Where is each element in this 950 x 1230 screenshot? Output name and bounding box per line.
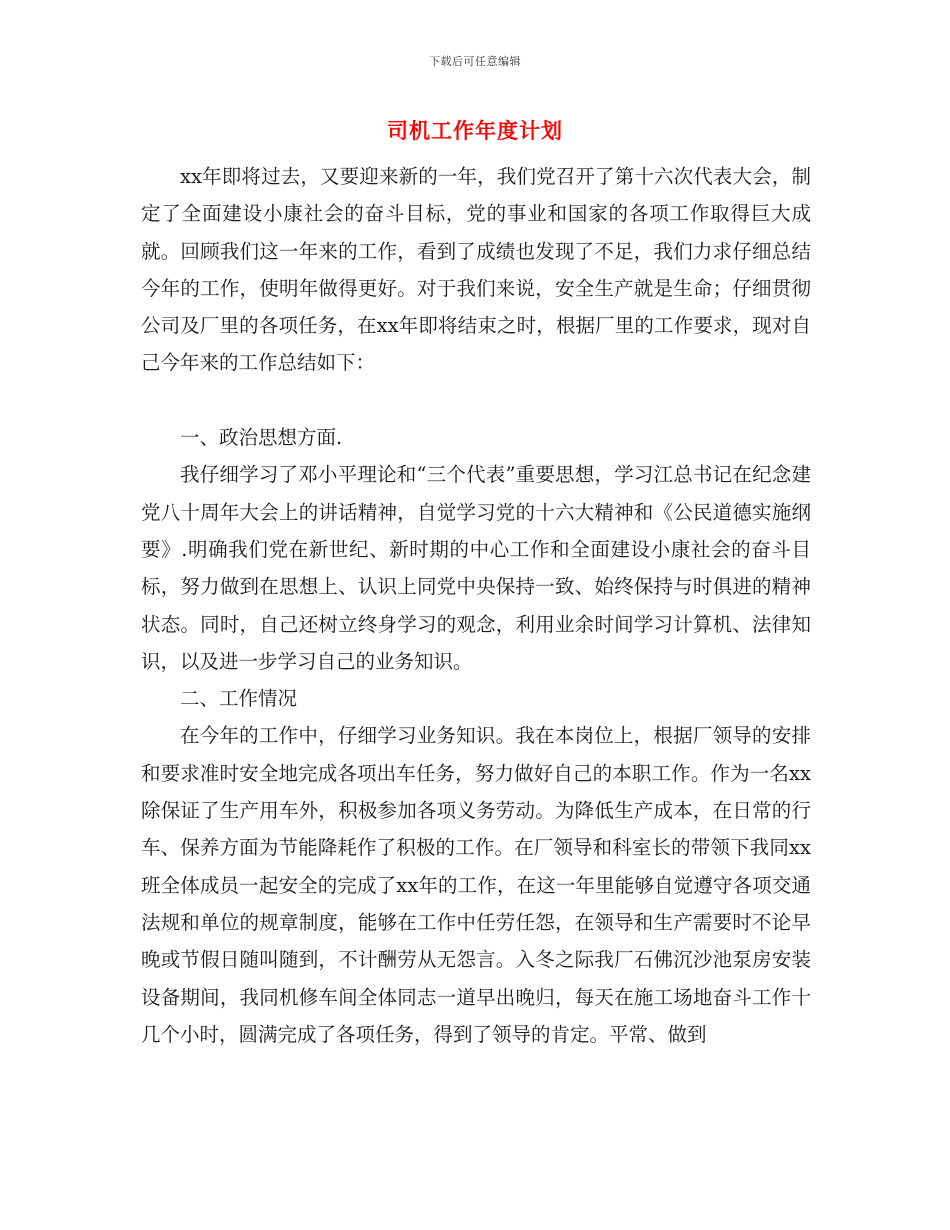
section-body-political: 我仔细学习了邓小平理论和“三个代表”重要思想，学习江总书记在纪念建党八十周年大会上的讲话精神，自觉学习党的十六大精神和《公民道德实施纲要》.明确我们党在新世纪、新时期的中心工作和全面建设小康社会的奋斗目标，努力做到在思想上、认识上同党中央保持一致、始终保持与时俱进的精神状态。同时，自己还树立终身学习的观念，利用业余时间学习计算机、法律知识，以及进一步学习自己的业务知识。	[141, 463, 811, 673]
intro-paragraph: xx年即将过去，又要迎来新的一年，我们党召开了第十六次代表大会，制定了全面建设小康社会的奋斗目标，党的事业和国家的各项工作取得巨大成就。回顾我们这一年来的工作，看到了成绩也发现了不足，我们力求仔细总结今年的工作，使明年做得更好。对于我们来说，安全生产就是生命；仔细贯彻公司及厂里的各项任务，在xx年即将结束之时，根据厂里的工作要求，现对自己今年来的工作总结如下：	[141, 165, 811, 375]
document-title: 司机工作年度计划	[387, 118, 563, 143]
section-heading-work: 二、工作情况	[180, 687, 298, 711]
header-note: 下载后可任意编辑	[429, 55, 521, 68]
section-body-work: 在今年的工作中，仔细学习业务知识。我在本岗位上，根据厂领导的安排和要求准时安全地完成各项出车任务，努力做好自己的本职工作。作为一名xx除保证了生产用车外，积极参加各项义务劳动。为降低生产成本，在日常的行车、保养方面为节能降耗作了积极的工作。在厂领导和科室长的带领下我同xx班全体成员一起安全的完成了xx年的工作，在这一年里能够自觉遵守各项交通法规和单位的规章制度，能够在工作中任劳任怨，在领导和生产需要时不论早晚或节假日随叫随到，不计酬劳从无怨言。入冬之际我厂石佛沉沙池泵房安装设备期间，我同机修车间全体同志一道早出晚归，每天在施工场地奋斗工作十几个小时，圆满完成了各项任务，得到了领导的肯定。平常、做到	[141, 724, 811, 1046]
document-body	[141, 158, 811, 1053]
section-heading-political: 一、政治思想方面.	[180, 426, 343, 450]
paragraph-gap	[141, 382, 811, 419]
